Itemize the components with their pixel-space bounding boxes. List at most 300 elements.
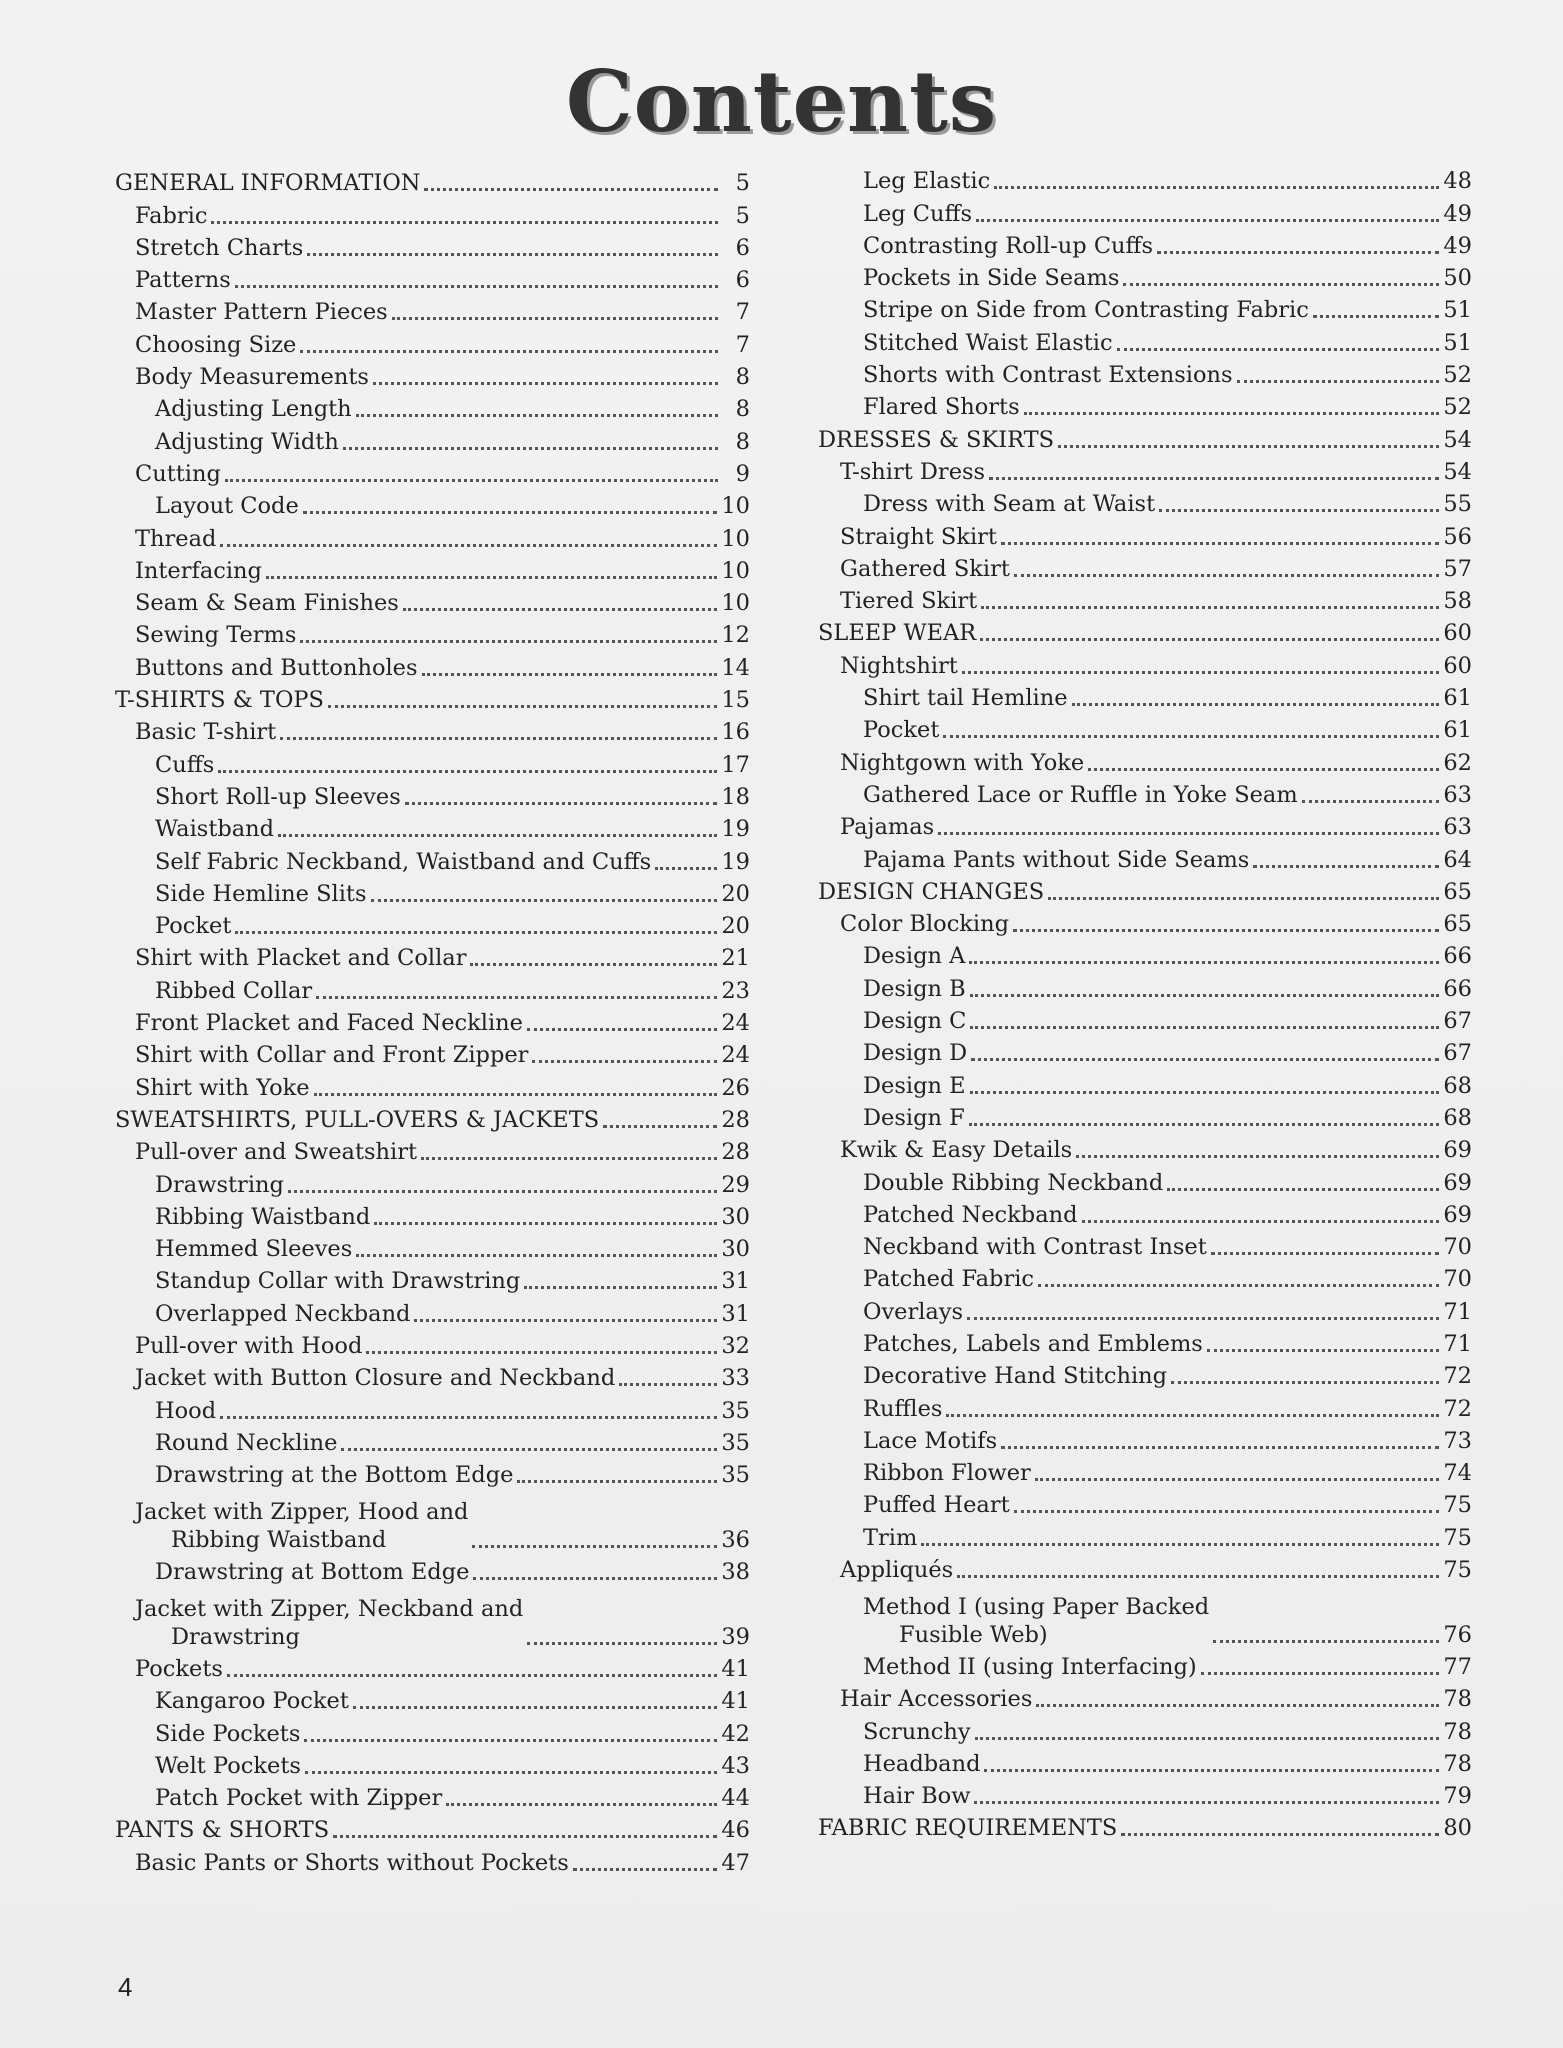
- toc-entry: [818, 421, 1472, 453]
- dot-leader: [1117, 348, 1440, 351]
- toc-entry: [115, 1780, 750, 1812]
- toc-entry-title: Welt Pockets: [155, 1752, 301, 1779]
- toc-entry-page: 48: [1443, 168, 1472, 195]
- toc-entry-title: Design B: [863, 975, 966, 1002]
- toc-entry: [115, 230, 750, 262]
- toc-entry-title: Hemmed Sleeves: [155, 1236, 353, 1263]
- toc-entry: [818, 1519, 1472, 1551]
- toc-entry: [115, 165, 750, 197]
- toc-entry-page: 69: [1443, 1201, 1472, 1228]
- toc-entry-title: Headband: [863, 1750, 981, 1777]
- toc-entry-page: 46: [721, 1817, 750, 1844]
- dot-leader: [970, 1026, 1439, 1029]
- dot-leader: [527, 1028, 717, 1031]
- toc-entry: [115, 779, 750, 811]
- toc-entry-page: 26: [721, 1074, 750, 1101]
- toc-entry-title: Basic T-shirt: [135, 719, 277, 746]
- dot-leader: [220, 544, 717, 547]
- toc-entry-page: 69: [1443, 1169, 1472, 1196]
- toc-entry: [818, 1003, 1472, 1035]
- toc-entry-title: PANTS & SHORTS: [115, 1817, 330, 1844]
- dot-leader: [1035, 1478, 1440, 1481]
- dot-leader: [984, 1769, 1439, 1772]
- dot-leader: [969, 1123, 1440, 1126]
- toc-entry: [115, 811, 750, 843]
- toc-entry-page: 43: [721, 1752, 750, 1779]
- toc-entry-title: Patched Fabric: [863, 1266, 1035, 1293]
- dot-leader: [1048, 897, 1439, 900]
- dot-leader: [1058, 445, 1439, 448]
- toc-entry: [115, 1231, 750, 1263]
- toc-entry-title: Layout Code: [155, 493, 299, 520]
- toc-entry-page: 10: [721, 557, 750, 584]
- toc-entry-title: Choosing Size: [135, 331, 297, 358]
- dot-leader: [218, 770, 717, 773]
- toc-entry-page: 24: [721, 1010, 750, 1037]
- toc-entry-title: Leg Elastic: [863, 168, 991, 195]
- toc-entry-title: Leg Cuffs: [863, 200, 973, 227]
- toc-entry-title: Interfacing: [135, 557, 262, 584]
- toc-entry-page: 47: [721, 1849, 750, 1876]
- dot-leader: [655, 867, 717, 870]
- toc-entry-title: Scrunchy: [863, 1718, 971, 1745]
- toc-entry: [115, 1134, 750, 1166]
- toc-entry: [115, 1263, 750, 1295]
- toc-entry: [818, 454, 1472, 486]
- toc-entry: [818, 324, 1472, 356]
- dot-leader: [356, 1254, 717, 1257]
- dot-leader: [1076, 1155, 1439, 1158]
- dot-leader: [1013, 929, 1439, 932]
- toc-entry-title: Ribbon Flower: [863, 1460, 1031, 1487]
- toc-entry: [818, 1552, 1472, 1584]
- toc-entry-page: 72: [1443, 1395, 1472, 1422]
- toc-entry-page: 69: [1443, 1137, 1472, 1164]
- toc-entry-page: 68: [1443, 1104, 1472, 1131]
- toc-entry-title-line2: Drawstring: [171, 1623, 300, 1650]
- toc-entry-title: [863, 1593, 1209, 1649]
- toc-entry-title: Pajama Pants without Side Seams: [863, 846, 1250, 873]
- toc-entry-title-line1: Method I (using Paper Backed: [863, 1593, 1210, 1620]
- toc-entry-title: SLEEP WEAR: [818, 620, 977, 647]
- toc-entry: [818, 938, 1472, 970]
- toc-entry-title: Hair Bow: [863, 1783, 971, 1810]
- dot-leader: [328, 705, 717, 708]
- toc-entry: [115, 1489, 750, 1554]
- toc-entry-title: Shirt with Yoke: [135, 1074, 310, 1101]
- toc-entry: [818, 1649, 1472, 1681]
- toc-entry-title: Stripe on Side from Contrasting Fabric: [863, 297, 1309, 324]
- toc-entry-title: Cutting: [135, 460, 221, 487]
- toc-entry-page: 61: [1443, 685, 1472, 712]
- toc-entry-title: Pocket: [155, 913, 232, 940]
- toc-entry: [115, 1392, 750, 1424]
- toc-entry-title: [135, 1595, 523, 1651]
- toc-entry-title: Jacket with Button Closure and Neckband: [135, 1365, 616, 1392]
- dot-leader: [211, 221, 718, 224]
- toc-entry-page: 50: [1443, 265, 1472, 292]
- toc-entry-title: Design A: [863, 943, 966, 970]
- toc-entry: [115, 1554, 750, 1586]
- toc-entry: [818, 970, 1472, 1002]
- dot-leader: [470, 963, 717, 966]
- toc-entry-page: 14: [721, 654, 750, 681]
- toc-entry-page: 10: [721, 493, 750, 520]
- toc-entry: [115, 1683, 750, 1715]
- toc-entry: [115, 326, 750, 358]
- toc-entry-page: 52: [1443, 394, 1472, 421]
- dot-leader: [227, 1674, 717, 1677]
- toc-entry: [818, 292, 1472, 324]
- toc-entry-title: Nightshirt: [840, 652, 958, 679]
- dot-leader: [619, 1383, 717, 1386]
- toc-entry-title: Waistband: [155, 816, 275, 843]
- toc-entry-title: Lace Motifs: [863, 1427, 998, 1454]
- toc-entry: [115, 876, 750, 908]
- toc-entry-page: 65: [1443, 911, 1472, 938]
- toc-entry: [115, 1069, 750, 1101]
- dot-leader: [472, 1545, 717, 1548]
- toc-entry-title: Master Pattern Pieces: [135, 299, 388, 326]
- toc-entry-page: 7: [735, 299, 750, 326]
- dot-leader: [1072, 703, 1440, 706]
- toc-entry-page: 77: [1443, 1653, 1472, 1680]
- toc-entry-title: Gathered Lace or Ruffle in Yoke Seam: [863, 781, 1298, 808]
- toc-entry-page: 5: [735, 170, 750, 197]
- toc-entry-title: Overlays: [863, 1298, 964, 1325]
- toc-entry: [115, 1166, 750, 1198]
- toc-entry-page: 61: [1443, 717, 1472, 744]
- toc-entry: [115, 1844, 750, 1876]
- toc-entry-page: 44: [721, 1785, 750, 1812]
- toc-entry: [818, 1778, 1472, 1810]
- toc-entry: [818, 1455, 1472, 1487]
- toc-entry: [818, 809, 1472, 841]
- toc-entry-title: Drawstring at Bottom Edge: [155, 1559, 470, 1586]
- toc-entry: [115, 553, 750, 585]
- toc-entry-page: 51: [1443, 329, 1472, 356]
- toc-entry-page: 63: [1443, 814, 1472, 841]
- toc-entry: [818, 1326, 1472, 1358]
- dot-leader: [405, 802, 718, 805]
- toc-entry-title: Self Fabric Neckband, Waistband and Cuffs: [155, 848, 652, 875]
- toc-entry: [818, 1358, 1472, 1390]
- toc-entry: [115, 197, 750, 229]
- toc-entry-title: Puffed Heart: [863, 1492, 1010, 1519]
- toc-entry: [818, 615, 1472, 647]
- dot-leader: [976, 219, 1439, 222]
- dot-leader: [962, 671, 1440, 674]
- toc-entry: [115, 1328, 750, 1360]
- dot-leader: [603, 1125, 717, 1128]
- toc-entry-title: Adjusting Width: [155, 428, 339, 455]
- toc-entry-page: 16: [721, 719, 750, 746]
- toc-entry-title: Ribbed Collar: [155, 977, 313, 1004]
- toc-entry-title: Decorative Hand Stitching: [863, 1363, 1168, 1390]
- toc-entry-page: 35: [721, 1462, 750, 1489]
- dot-leader: [1157, 251, 1439, 254]
- toc-entry-title: Straight Skirt: [840, 523, 997, 550]
- toc-left-column: [115, 165, 750, 1877]
- toc-entry-page: 10: [721, 525, 750, 552]
- toc-entry-page: 30: [721, 1203, 750, 1230]
- toc-entry-page: 80: [1443, 1815, 1472, 1842]
- dot-leader: [353, 1706, 717, 1709]
- toc-entry-title: Buttons and Buttonholes: [135, 654, 418, 681]
- toc-entry-title: Kwik & Easy Details: [840, 1137, 1073, 1164]
- dot-leader: [414, 1319, 717, 1322]
- toc-entry-title: Drawstring: [155, 1171, 284, 1198]
- toc-entry-page: 29: [721, 1171, 750, 1198]
- toc-entry: [115, 1102, 750, 1134]
- toc-entry-title: Body Measurements: [135, 364, 369, 391]
- toc-entry-title: Design F: [863, 1104, 965, 1131]
- toc-entry: [115, 714, 750, 746]
- toc-entry-title: Shirt tail Hemline: [863, 685, 1068, 712]
- toc-entry-title: Pockets in Side Seams: [863, 265, 1120, 292]
- toc-entry-title: T-SHIRTS & TOPS: [115, 687, 324, 714]
- toc-entry: [115, 1360, 750, 1392]
- dot-leader: [1121, 1833, 1439, 1836]
- toc-entry: [115, 1812, 750, 1844]
- toc-entry-page: 67: [1443, 1008, 1472, 1035]
- toc-entry-page: 63: [1443, 781, 1472, 808]
- toc-entry: [115, 908, 750, 940]
- toc-entry: [115, 456, 750, 488]
- toc-entry: [115, 940, 750, 972]
- toc-entry-title: Front Placket and Faced Neckline: [135, 1010, 523, 1037]
- toc-entry: [818, 1584, 1472, 1649]
- toc-entry-title: Patches, Labels and Emblems: [863, 1330, 1203, 1357]
- dot-leader: [371, 899, 718, 902]
- toc-entry-title: Gathered Skirt: [840, 555, 1010, 582]
- toc-entry: [818, 260, 1472, 292]
- toc-entry-title: Dress with Seam at Waist: [863, 491, 1156, 518]
- dot-leader: [989, 477, 1439, 480]
- dot-leader: [235, 931, 717, 934]
- toc-entry-page: 60: [1443, 620, 1472, 647]
- toc-entry-title: Thread: [135, 525, 217, 552]
- dot-leader: [1001, 1446, 1439, 1449]
- toc-entry: [818, 1487, 1472, 1519]
- toc-entry: [115, 746, 750, 778]
- toc-entry-page: 67: [1443, 1040, 1472, 1067]
- toc-entry-title: Pull-over and Sweatshirt: [135, 1139, 418, 1166]
- toc-entry-page: 66: [1443, 975, 1472, 1002]
- toc-entry-page: 31: [721, 1268, 750, 1295]
- toc-entry-page: 24: [721, 1042, 750, 1069]
- toc-entry-title: Pocket: [863, 717, 940, 744]
- toc-entry: [818, 841, 1472, 873]
- toc-entry-title: Hood: [155, 1397, 217, 1424]
- toc-entry-page: 68: [1443, 1072, 1472, 1099]
- toc-entry: [115, 585, 750, 617]
- toc-entry: [818, 1423, 1472, 1455]
- toc-entry-page: 73: [1443, 1427, 1472, 1454]
- dot-leader: [943, 735, 1439, 738]
- toc-entry-page: 9: [735, 460, 750, 487]
- toc-entry-title: Flared Shorts: [863, 394, 1020, 421]
- dot-leader: [366, 1351, 717, 1354]
- dot-leader: [1088, 768, 1439, 771]
- toc-entry-page: 66: [1443, 943, 1472, 970]
- toc-entry-title: Kangaroo Pocket: [155, 1688, 349, 1715]
- toc-entry: [818, 680, 1472, 712]
- toc-entry-page: 70: [1443, 1234, 1472, 1261]
- toc-entry-page: 30: [721, 1236, 750, 1263]
- toc-entry-title: DESIGN CHANGES: [818, 878, 1045, 905]
- dot-leader: [1211, 1252, 1440, 1255]
- toc-entry-title: Shirt with Collar and Front Zipper: [135, 1042, 529, 1069]
- toc-entry-title: Tiered Skirt: [840, 588, 978, 615]
- toc-entry-title: Neckband with Contrast Inset: [863, 1234, 1207, 1261]
- dot-leader: [235, 285, 718, 288]
- dot-leader: [403, 608, 718, 611]
- toc-entry-title: Patch Pocket with Zipper: [155, 1785, 443, 1812]
- dot-leader: [303, 511, 718, 514]
- toc-entry-page: 39: [721, 1623, 750, 1650]
- toc-entry-page: 58: [1443, 588, 1472, 615]
- toc-entry-page: 28: [721, 1106, 750, 1133]
- toc-entry-title: Nightgown with Yoke: [840, 749, 1085, 776]
- toc-entry: [818, 874, 1472, 906]
- toc-entry: [115, 682, 750, 714]
- toc-entry: [818, 583, 1472, 615]
- page-title: Contents: [565, 52, 998, 151]
- toc-entry-title: DRESSES & SKIRTS: [818, 426, 1055, 453]
- dot-leader: [1038, 1284, 1439, 1287]
- toc-entry: [818, 1810, 1472, 1842]
- toc-entry-page: 54: [1443, 426, 1472, 453]
- toc-entry-title: Basic Pants or Shorts without Pockets: [135, 1849, 569, 1876]
- toc-entry-title: Standup Collar with Drawstring: [155, 1268, 521, 1295]
- dot-leader: [1036, 1704, 1439, 1707]
- toc-entry: [115, 359, 750, 391]
- toc-entry-page: 19: [721, 848, 750, 875]
- dot-leader: [974, 1801, 1439, 1804]
- toc-entry: [818, 1197, 1472, 1229]
- toc-entry-page: 78: [1443, 1718, 1472, 1745]
- toc-entry-title: Drawstring at the Bottom Edge: [155, 1462, 514, 1489]
- toc-entry-title: Shorts with Contrast Extensions: [863, 362, 1233, 389]
- dot-leader: [1167, 1188, 1439, 1191]
- dot-leader: [305, 1771, 717, 1774]
- toc-entry-page: 12: [721, 622, 750, 649]
- toc-entry: [115, 1295, 750, 1327]
- toc-entry: [115, 488, 750, 520]
- toc-entry: [818, 1229, 1472, 1261]
- toc-entry-page: 76: [1443, 1621, 1472, 1648]
- dot-leader: [1014, 1510, 1440, 1513]
- toc-entry: [818, 1035, 1472, 1067]
- toc-entry-page: 17: [721, 751, 750, 778]
- toc-entry-page: 31: [721, 1300, 750, 1327]
- toc-entry-page: 65: [1443, 878, 1472, 905]
- toc-entry: [115, 1586, 750, 1651]
- dot-leader: [1237, 380, 1440, 383]
- toc-entry: [818, 518, 1472, 550]
- dot-leader: [278, 834, 717, 837]
- toc-entry: [115, 1199, 750, 1231]
- toc-entry-title: Shirt with Placket and Collar: [135, 945, 467, 972]
- toc-right-column: [818, 163, 1472, 1842]
- toc-entry-page: 8: [735, 428, 750, 455]
- toc-entry: [115, 294, 750, 326]
- dot-leader: [938, 832, 1439, 835]
- toc-entry-page: 78: [1443, 1686, 1472, 1713]
- toc-entry-page: 64: [1443, 846, 1472, 873]
- toc-entry-page: 35: [721, 1397, 750, 1424]
- toc-entry-title: Design D: [863, 1040, 968, 1067]
- dot-leader: [573, 1868, 718, 1871]
- toc-entry: [818, 551, 1472, 583]
- toc-entry-title: Short Roll-up Sleeves: [155, 783, 401, 810]
- toc-entry: [818, 389, 1472, 421]
- dot-leader: [981, 606, 1439, 609]
- toc-entry-title-line1: Jacket with Zipper, Hood and: [135, 1498, 469, 1525]
- toc-entry-title: Patterns: [135, 267, 231, 294]
- toc-entry: [818, 712, 1472, 744]
- toc-entry: [818, 1132, 1472, 1164]
- dot-leader: [971, 1058, 1439, 1061]
- dot-leader: [1159, 509, 1439, 512]
- toc-entry-page: 20: [721, 880, 750, 907]
- toc-entry: [818, 1261, 1472, 1293]
- toc-entry-title: Seam & Seam Finishes: [135, 590, 399, 617]
- toc-entry: [818, 1746, 1472, 1778]
- dot-leader: [1207, 1349, 1440, 1352]
- toc-entry-title: Color Blocking: [840, 911, 1010, 938]
- toc-entry: [818, 906, 1472, 938]
- toc-entry-page: 23: [721, 977, 750, 1004]
- toc-entry: [115, 1457, 750, 1489]
- toc-entry-page: 33: [721, 1365, 750, 1392]
- toc-entry-page: 72: [1443, 1363, 1472, 1390]
- dot-leader: [975, 1737, 1440, 1740]
- toc-entry-page: 49: [1443, 232, 1472, 259]
- dot-leader: [1014, 574, 1439, 577]
- toc-entry-page: 71: [1443, 1298, 1472, 1325]
- dot-leader: [374, 1222, 717, 1225]
- toc-entry-page: 56: [1443, 523, 1472, 550]
- dot-leader: [341, 1448, 717, 1451]
- toc-entry-title-line2: Fusible Web): [899, 1621, 1048, 1648]
- toc-entry-title: Pockets: [135, 1655, 223, 1682]
- toc-entry-title: Hair Accessories: [840, 1686, 1033, 1713]
- dot-leader: [288, 1190, 717, 1193]
- dot-leader: [921, 1543, 1439, 1546]
- toc-entry-title: Overlapped Neckband: [155, 1300, 411, 1327]
- toc-entry-title: Adjusting Length: [155, 396, 352, 423]
- toc-entry-page: 41: [721, 1688, 750, 1715]
- toc-entry-page: 6: [735, 267, 750, 294]
- toc-entry-page: 74: [1443, 1460, 1472, 1487]
- dot-leader: [1171, 1381, 1439, 1384]
- toc-entry-page: 38: [721, 1559, 750, 1586]
- toc-entry: [818, 1713, 1472, 1745]
- dot-leader: [300, 640, 717, 643]
- dot-leader: [1082, 1220, 1440, 1223]
- dot-leader: [1253, 865, 1439, 868]
- dot-leader: [304, 1739, 717, 1742]
- toc-entry: [818, 1164, 1472, 1196]
- dot-leader: [280, 737, 717, 740]
- dot-leader: [1302, 800, 1440, 803]
- toc-entry-page: 75: [1443, 1524, 1472, 1551]
- toc-entry-title: Trim: [863, 1524, 918, 1551]
- toc-entry: [818, 647, 1472, 679]
- toc-entry-title: Method II (using Interfacing): [863, 1653, 1197, 1680]
